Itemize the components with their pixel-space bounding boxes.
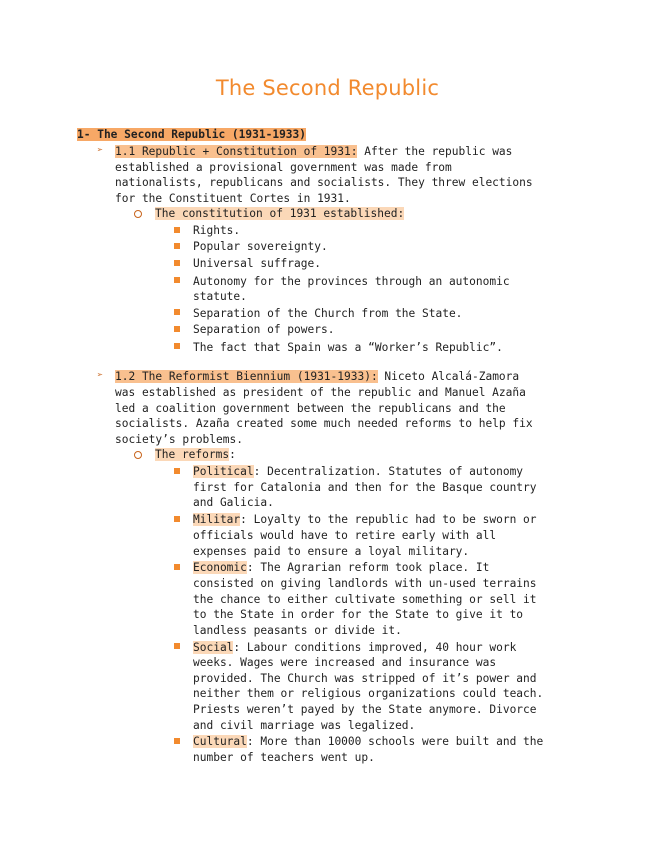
reform-text: officials would have to retire early with all [193,529,497,542]
square-bullet-icon [174,309,180,315]
square-bullet-icon [174,227,180,233]
reform-text: weeks. Wages were increased and insurance was [193,656,497,670]
reform-text: and Galicia. [193,496,274,510]
reform-text: neither them or religious organizations could teach. [193,687,544,701]
reform-text: expenses paid to ensure a loyal military. [193,544,470,558]
reform-key: Militar [193,513,241,527]
reform-text: : The Agrarian reform took place. It [246,561,490,575]
reforms-label-line [155,447,236,463]
reform-key: Social [193,640,234,654]
reform-key: Political [193,465,254,478]
list-item: The fact that Spain was a “Worker’s Republic”. [193,340,503,354]
reform-economic [193,560,489,576]
list-item: Universal suffrage. [193,257,321,270]
reform-social [193,640,516,656]
subsection-1-2-line [115,369,519,385]
square-bullet-icon [174,643,180,649]
paragraph-text: was established as president of the republic and Manuel Azaña [115,386,526,399]
reform-key: Economic [193,561,247,575]
reform-political [193,464,523,480]
subsection-1-1-label: 1.1 Republic + Constitution of 1931: [115,145,358,158]
list-item-continuation: statute. [193,290,247,304]
section-heading-text: 1- The Second Republic (1931-1933) [77,128,307,141]
paragraph-text: nationalists, republicans and socialists. They threw elections [115,176,533,190]
reform-text: the chance to either cultivate something or sell it [193,592,537,606]
subsection-1-2-label: 1.2 The Reformist Biennium (1931-1933): [115,370,378,384]
reform-key: Cultural [193,735,247,749]
section-heading [77,127,306,143]
reforms-label: The reforms [155,448,230,462]
paragraph-text: led a coalition government between the republicans and the [115,401,506,415]
paragraph-text: society’s problems. [115,432,243,446]
reform-text: landless peasants or divide it. [193,623,402,637]
page-title: The Second Republic [215,76,440,100]
arrow-bullet-icon: ➢ [97,370,104,381]
list-item: Separation of the Church from the State. [193,307,463,320]
reform-militar [193,512,537,528]
square-bullet-icon [174,564,180,570]
reform-text: Priests weren’t payed by the State anymore. Divorce [193,703,537,716]
paragraph-text: socialists. Azaña created some much needed reforms to help fix [115,417,533,431]
square-bullet-icon [174,260,180,266]
paragraph-text: Niceto Alcalá-Zamora [377,370,520,384]
reforms-colon: : [229,448,236,462]
circle-bullet-icon [134,210,142,218]
reform-text: provided. The Church was stripped of it’s power and [193,671,537,685]
reform-text: : Decentralization. Statutes of autonomy [253,465,524,478]
square-bullet-icon [174,277,180,283]
list-item: Separation of powers. [193,323,335,337]
list-item: Popular sovereignty. [193,240,328,253]
square-bullet-icon [174,468,180,474]
reform-text: consisted on giving landlords with un-used terrains [193,577,537,590]
square-bullet-icon [174,343,180,349]
reform-text: : More than 10000 schools were built and the [246,735,544,749]
subsection-1-1-line [115,144,512,160]
list-item: Autonomy for the provinces through an autonomic [193,274,510,288]
square-bullet-icon [174,516,180,522]
reform-text: : Loyalty to the republic had to be sworn or [240,513,537,527]
constitution-label-line [155,206,404,222]
reform-text: and civil marriage was legalized. [193,718,416,732]
square-bullet-icon [174,738,180,744]
paragraph-text: After the republic was [357,145,513,158]
square-bullet-icon [174,243,180,249]
reform-text: to the State in order for the State to give it to [193,608,524,622]
square-bullet-icon [174,326,180,332]
reform-cultural [193,734,543,750]
arrow-bullet-icon: ➢ [97,145,104,156]
paragraph-text: established a provisional government was made from [115,160,452,174]
reform-text: : Labour conditions improved, 40 hour work [233,640,517,654]
reform-text: number of teachers went up. [193,751,375,764]
list-item: Rights. [193,223,241,237]
constitution-label: The constitution of 1931 established: [155,207,405,221]
paragraph-text: for the Constituent Cortes in 1931. [115,191,351,205]
circle-bullet-icon [134,451,142,459]
reform-text: first for Catalonia and then for the Basque country [193,480,537,494]
